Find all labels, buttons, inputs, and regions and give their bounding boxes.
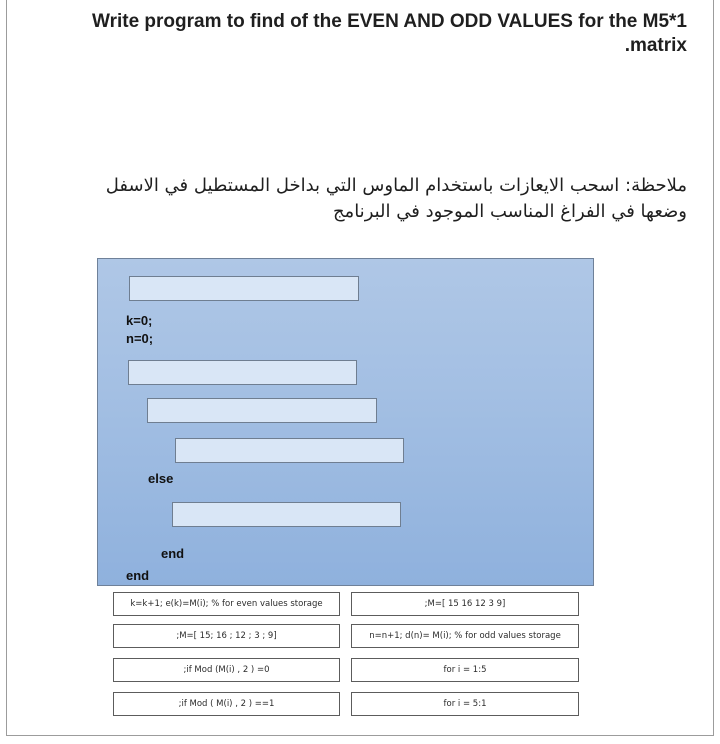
code-end-inner: end [161,546,185,561]
code-k-init: k=0; [126,313,153,328]
answer-tile-row-vector[interactable]: ;M=[ 15 16 12 3 9] [351,592,579,616]
answer-tile-even-storage[interactable]: k=k+1; e(k)=M(i); % for even values storage [113,592,340,616]
question-line-2: .matrix [624,35,687,56]
drop-slot-1[interactable] [129,276,359,301]
question-line-1: Write program to find of the EVEN AND ODD VALUES for the M5*1 [91,11,687,32]
instruction-note [17,173,687,225]
instruction-line-2: وضعها في الفراغ المناسب الموجود في البرنامج [332,201,687,222]
answer-tile-for-descending[interactable]: for i = 5:1 [351,692,579,716]
answer-tile-column-vector[interactable]: ;M=[ 15; 16 ; 12 ; 3 ; 9] [113,624,340,648]
drop-slot-5[interactable] [172,502,401,527]
answer-tile-if-mod-zero[interactable]: ;if Mod (M(i) , 2 ) =0 [113,658,340,682]
drop-slot-3[interactable] [147,398,377,423]
answer-tile-if-mod-one[interactable]: ;if Mod ( M(i) , 2 ) ==1 [113,692,340,716]
code-end-outer: end [126,568,150,583]
drop-slot-2[interactable] [128,360,357,385]
code-n-init: n=0; [126,331,154,346]
drop-slot-4[interactable] [175,438,404,463]
answer-tile-odd-storage[interactable]: n=n+1; d(n)= M(i); % for odd values storage [351,624,579,648]
program-panel [97,258,594,586]
answer-tile-for-ascending[interactable]: for i = 1:5 [351,658,579,682]
question-text [27,10,687,58]
instruction-line-1: ملاحظة: اسحب الايعازات باستخدام الماوس التي بداخل المستطيل في الاسفل [105,175,687,196]
code-else: else [148,471,174,486]
